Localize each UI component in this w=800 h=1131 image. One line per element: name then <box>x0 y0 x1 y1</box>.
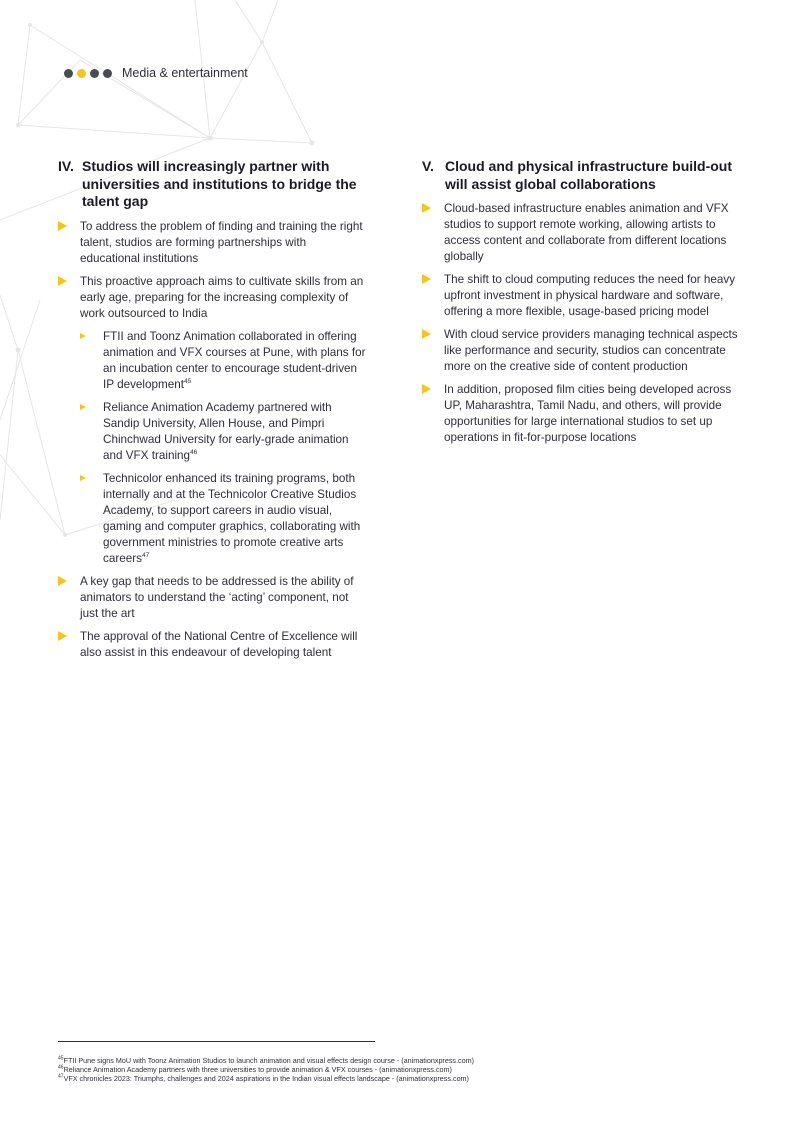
list-item-text: With cloud service providers managing technical aspects like performance and security, studios can concentrate more on the creative side of content production <box>444 328 738 373</box>
section-iv-heading: Studios will increasingly partner with universities and institutions to bridge the talent gap <box>82 158 357 209</box>
list-item <box>422 272 742 320</box>
list-item <box>422 382 742 446</box>
triangle-bullet-icon <box>58 576 67 586</box>
sub-list-wrapper <box>58 329 368 567</box>
list-item-text: The shift to cloud computing reduces the need for heavy upfront investment in physical hardware and software, offering a more flexible, usage-based pricing model <box>444 273 736 318</box>
header-dot-icon <box>90 69 99 78</box>
list-item-text: To address the problem of finding and training the right talent, studios are forming partnerships with educational institutions <box>80 219 363 265</box>
footnote <box>58 1074 758 1083</box>
sub-list-item <box>58 471 368 567</box>
section-iv-bullet-list <box>58 219 368 661</box>
footnote-number: 45 <box>58 1055 64 1062</box>
list-item-text: A key gap that needs to be addressed is the ability of animators to understand the ‘acting’ component, not just the art <box>80 574 354 620</box>
triangle-bullet-icon <box>422 384 431 394</box>
sub-list-item-text: Technicolor enhanced its training programs, both internally and at the Technicolor Creative Studios Academy, to support careers in audio visual, gaming and computer graphics, collaborating with government ministries to promote creative arts careers <box>103 471 361 565</box>
triangle-bullet-icon <box>80 404 86 410</box>
triangle-bullet-icon <box>422 329 431 339</box>
sub-list-item <box>58 329 368 393</box>
footnote <box>58 1056 758 1065</box>
list-item-text: This proactive approach aims to cultivate skills from an early age, preparing for the increasing complexity of work outsourced to India <box>80 274 364 320</box>
triangle-bullet-icon <box>58 276 67 286</box>
page-header <box>64 66 248 80</box>
footnote-ref: 47 <box>141 551 150 559</box>
header-label: Media & entertainment <box>122 66 248 80</box>
header-dot-icon <box>77 69 86 78</box>
triangle-bullet-icon <box>80 475 86 481</box>
list-item <box>422 327 742 375</box>
section-iv-title <box>58 158 368 211</box>
footnote-text: FTII Pune signs MoU with Toonz Animation Studios to launch animation and visual effects design course - (animationxpress.com) <box>63 1056 474 1065</box>
footnote-number: 47 <box>58 1074 64 1081</box>
footnote-ref: 46 <box>190 448 198 456</box>
section-iv <box>58 158 368 668</box>
header-dot-icon <box>103 69 112 78</box>
list-item-text: The approval of the National Centre of Excellence will also assist in this endeavour of developing talent <box>80 629 358 659</box>
sub-list-item-text: FTII and Toonz Animation collaborated in offering animation and VFX courses at Pune, with plans for an incubation center to encourage student-driven IP development <box>103 329 366 391</box>
sub-list-item <box>58 400 368 464</box>
footnote-number: 46 <box>58 1064 64 1071</box>
triangle-bullet-icon <box>80 333 86 339</box>
footnote-text: Reliance Animation Academy partners with three universities to provide animation & VFX courses - (animationxpress.com) <box>63 1065 452 1075</box>
footnote-text: VFX chronicles 2023: Triumphs, challenges and 2024 aspirations in the Indian visual effects landscape - (animationxpress.com) <box>63 1074 469 1084</box>
sub-list-item-text: Reliance Animation Academy partnered with Sandip University, Allen House, and Pimpri Chinchwad University for early-grade animation and VFX training <box>103 400 349 462</box>
section-v-title <box>422 158 742 193</box>
list-item <box>58 219 368 267</box>
section-v-heading: Cloud and physical infrastructure build-out will assist global collaborations <box>445 158 733 192</box>
list-item <box>58 629 368 661</box>
section-iv-number: IV. <box>58 158 74 174</box>
section-v-bullet-list <box>422 201 742 446</box>
footnotes <box>58 1056 758 1084</box>
footnote-ref: 45 <box>184 377 192 385</box>
footnote-divider <box>58 1041 375 1042</box>
header-dot-icon <box>64 69 73 78</box>
section-v <box>422 158 742 453</box>
list-item <box>422 201 742 265</box>
triangle-bullet-icon <box>422 274 431 284</box>
triangle-bullet-icon <box>422 203 431 213</box>
list-item-text: Cloud-based infrastructure enables animation and VFX studios to support remote working, allowing artists to access content and collaborate from different locations globally <box>444 202 729 263</box>
section-v-number: V. <box>422 158 434 174</box>
triangle-bullet-icon <box>58 221 67 231</box>
list-item <box>58 274 368 322</box>
section-iv-sub-bullet-list <box>58 329 368 567</box>
list-item <box>58 574 368 622</box>
footnote <box>58 1065 758 1074</box>
triangle-bullet-icon <box>58 631 67 641</box>
list-item-text: In addition, proposed film cities being developed across UP, Maharashtra, Tamil Nadu, and others, will provide opportunities for large international studios to set up operations in fit-for-purpose locations <box>444 383 732 444</box>
